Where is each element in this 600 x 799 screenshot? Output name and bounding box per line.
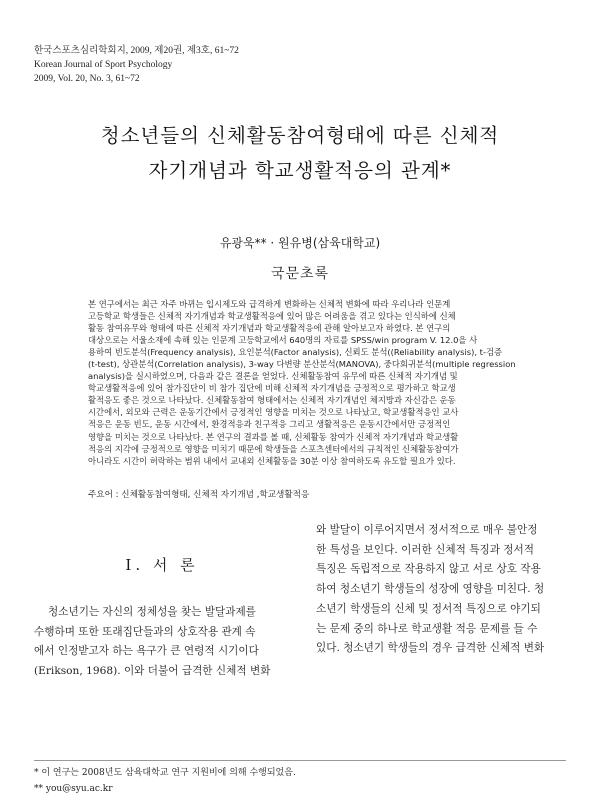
body-line: 수행하며 또한 또래집단들과의 상호작용 관계 속 — [34, 625, 256, 638]
paper-title-line-1: 청소년들의 신체활동참여형태에 따른 신체적 — [100, 124, 500, 147]
abstract-line: 영향을 미치는 것으로 나타났다. 본 연구의 결과를 볼 때, 신체활동 참여가 신체적 자기개념과 학교생활 — [88, 431, 459, 442]
abstract-line: analysis)을 실시하였으며, 다음과 같은 결론을 얻었다. 신체활동참여 유무에 따른 신체적 자기개념 및 — [88, 371, 458, 382]
keywords: 주요어 : 신체활동참여형태, 신체적 자기개념 ,학교생활적응 — [88, 490, 310, 500]
abstract-line: 시간에서, 외모와 근력은 운동기간에서 긍정적인 영향을 미치는 것으로 나타났고, 학교생활적응인 교사 — [88, 407, 459, 418]
body-line: 에서 인정받고자 하는 욕구가 큰 연령적 시기이다 — [34, 645, 259, 658]
footnote-divider — [34, 760, 566, 761]
body-line: 하여 청소년기 학생들의 성장에 영향을 미친다. 청 — [316, 583, 545, 596]
abstract-line: 적응의 지각에 긍정적으로 영향을 미치기 때문에 학생들을 스포츠센터에서의 규칙적인 신체활동참여가 — [88, 443, 459, 454]
journal-citation-english: 2009, Vol. 20, No. 3, 61~72 — [34, 74, 140, 84]
body-line: 와 발달이 이루어지면서 정서적으로 매우 불안정 — [316, 524, 538, 536]
abstract-line: 용하여 빈도분석(Frequency analysis), 요인분석(Factor analysis), 신뢰도 분석((Reliability analysis), t-검증 — [88, 347, 503, 358]
body-line: 는 문제 중의 하나로 학교생활 적응 문제를 들 수 — [316, 622, 538, 635]
body-line: 소년기 학생들의 신체 및 정서적 특징으로 야기되 — [316, 602, 541, 615]
journal-name-english: Korean Journal of Sport Psychology — [34, 60, 173, 70]
abstract-line: 고등학교 학생들은 신체적 자기개념과 학교생활적응에 있어 많은 어려움을 겪고 있다는 인식하에 신체 — [88, 311, 456, 322]
authors: 유광욱** · 원유병(삼육대학교) — [219, 236, 381, 250]
abstract-line: 본 연구에서는 최근 자주 바뀌는 입시제도와 급격하게 변화하는 신체적 변화에 따라 우리나라 인문계 — [88, 299, 451, 309]
section-heading-introduction: Ⅰ. 서 론 — [125, 556, 199, 574]
journal-header — [34, 44, 239, 86]
abstract-line: 활동 참여유무와 형태에 따른 신체적 자기개념과 학교생활적응에 관해 알아보고자 하였다. 본 연구의 — [88, 323, 451, 334]
body-column-left — [34, 603, 298, 682]
footnotes — [34, 765, 296, 797]
footnote-email: ** you@syu.ac.kr — [34, 784, 113, 794]
paper-title-line-2: 자기개념과 학교생활적응의 관계* — [148, 159, 452, 182]
abstract-line: 활적응도 좋은 것으로 나타났다. 신체활동참여 형태에서는 신체적 자기개념인 체지방과 자신감은 운동 — [88, 395, 456, 406]
abstract-line: 대상으로는 서울소재에 속해 있는 인문계 고등학교에서 640명의 자료를 SPSS/win program V. 12.0을 사 — [88, 335, 478, 346]
abstract-line: (t-test), 상관분석(Correlation analysis), 3-way 다변량 분산분석(MANOVA), 중다회귀분석(multiple regression — [88, 359, 516, 370]
abstract-body — [88, 298, 534, 467]
body-column-right — [316, 521, 580, 659]
body-line: 한 특성을 보인다. 이러한 신체적 특징과 정서적 — [316, 543, 535, 556]
journal-citation-korean: 한국스포츠심리학회지, 2009, 제20권, 제3호, 61~72 — [34, 46, 239, 56]
body-line: 청소년기는 자신의 정체성을 찾는 발달과제를 — [48, 606, 256, 618]
body-line: 있다. 청소년기 학생들의 경우 급격한 신체적 변화 — [316, 642, 545, 655]
footnote-funding: * 이 연구는 2008년도 삼육대학교 연구 지원비에 의해 수행되었음. — [34, 768, 296, 778]
abstract-line: 아니라도 시간이 허락하는 범위 내에서 교내외 신체활동을 30분 이상 참여하도록 유도할 필요가 있다. — [88, 455, 456, 466]
abstract-heading: 국문초록 — [270, 266, 330, 282]
body-line: (Erikson, 1968). 이와 더불어 급격한 신체적 변화 — [34, 665, 271, 678]
abstract-line: 학교생활적응에 있어 참가집단이 비 참가 집단에 비해 신체적 자기개념을 긍정적으로 평가하고 학교생 — [88, 383, 456, 394]
body-line: 특징은 독립적으로 작용하지 않고 서로 상호 작용 — [316, 563, 541, 576]
abstract-line: 적응은 운동 빈도, 운동 시간에서, 환경적응과 친구적응 그리고 생활적응은 운동시간에서만 긍정적인 — [88, 419, 451, 430]
